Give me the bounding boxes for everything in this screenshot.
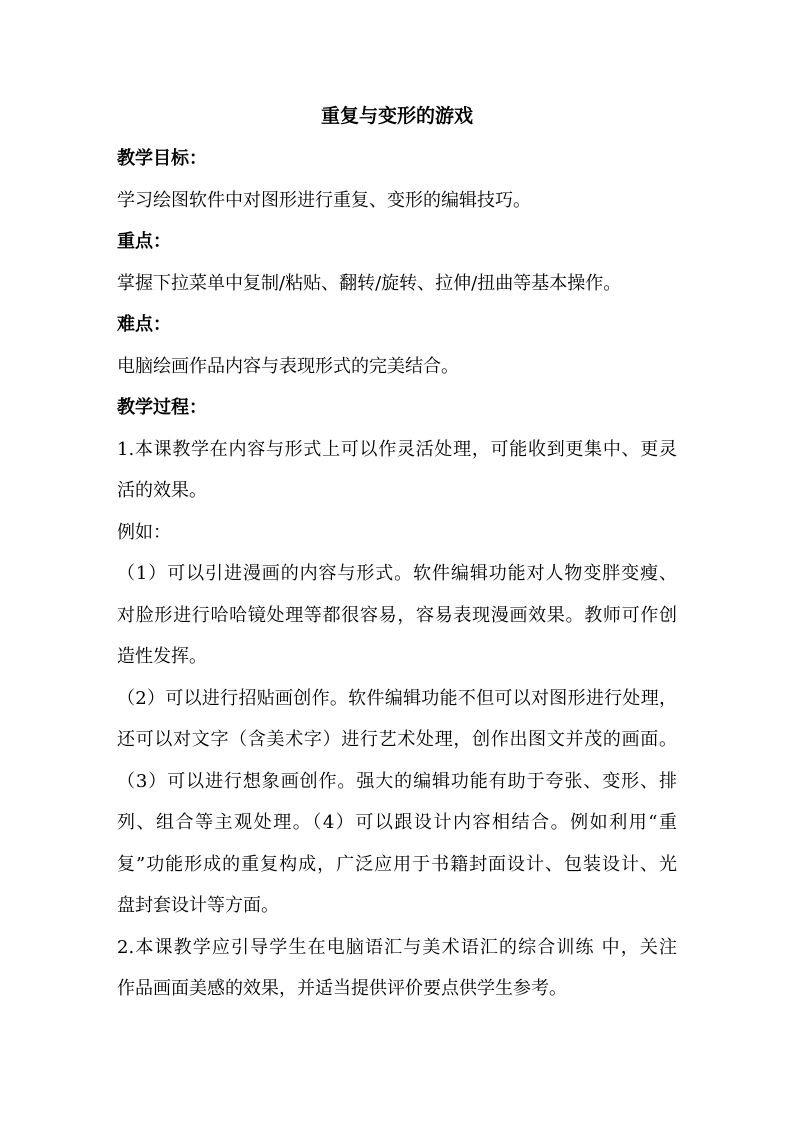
text-line: 盘封套设计等方面。 xyxy=(117,895,279,916)
text-line: 1.本课教学在内容与形式上可以作灵活处理，可能收到更集中、更灵 xyxy=(117,438,677,460)
text-line: 学习绘图软件中对图形进行重复、变形的编辑技巧。 xyxy=(117,189,531,211)
text-line: 作品画面美感的效果，并适当提供评价要点供学生参考。 xyxy=(117,978,567,999)
text-line: 掌握下拉菜单中复制/粘贴、翻转/旋转、拉伸/扭曲等基本操作。 xyxy=(117,272,622,294)
text-line: 造性发挥。 xyxy=(117,646,207,667)
section-heading: 教学过程： xyxy=(117,397,207,418)
text-line: （1）可以引进漫画的内容与形式。软件编辑功能对人物变胖变瘦、 xyxy=(117,563,677,584)
text-line: 对脸形进行哈哈镜处理等都很容易，容易表现漫画效果。教师可作创 xyxy=(117,604,677,626)
text-line: 活的效果。 xyxy=(117,480,207,501)
text-line: 还可以对文字（含美术字）进行艺术处理，创作出图文并茂的画面。 xyxy=(117,729,677,750)
section-heading: 难点： xyxy=(117,314,171,335)
text-line: （3）可以进行想象画创作。强大的编辑功能有助于夸张、变形、排 xyxy=(117,770,677,792)
text-line: 列、组合等主观处理。（4）可以跟设计内容相结合。例如利用“重 xyxy=(117,812,677,833)
document-page xyxy=(117,100,677,1010)
section-heading: 重点： xyxy=(117,231,171,252)
text-line: 电脑绘画作品内容与表现形式的完美结合。 xyxy=(117,355,459,377)
document-body xyxy=(117,138,677,1010)
text-line: （2）可以进行招贴画创作。软件编辑功能不但可以对图形进行处理， xyxy=(117,687,677,709)
text-line: 例如： xyxy=(117,521,171,543)
text-line: 复”功能形成的重复构成，广泛应用于书籍封面设计、包装设计、光 xyxy=(117,853,677,875)
section-heading: 教学目标： xyxy=(117,148,207,169)
document-title: 重复与变形的游戏 xyxy=(320,105,473,127)
text-line: 2.本课教学应引导学生在电脑语汇与美术语汇的综合训练 中，关注 xyxy=(117,936,677,958)
